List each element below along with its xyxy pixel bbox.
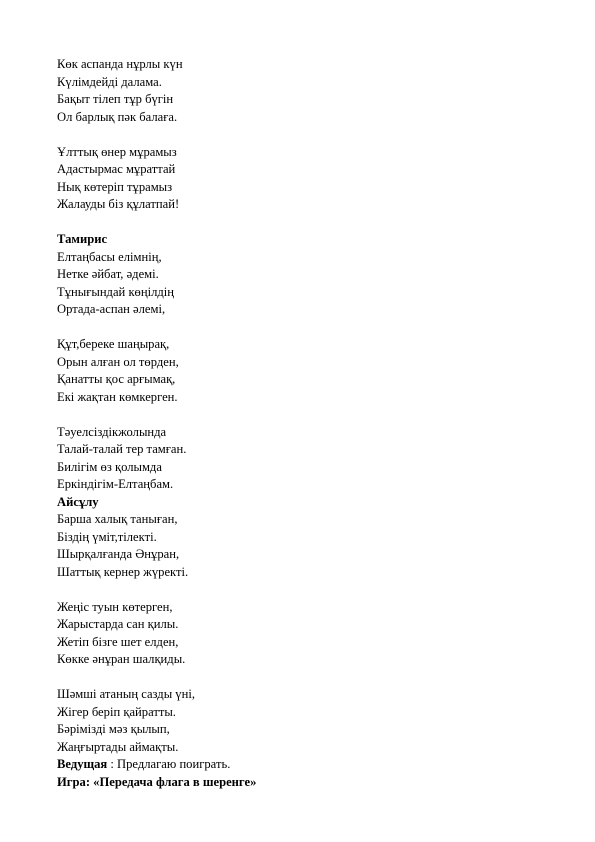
poem-line: Талай-талай тер тамған. bbox=[57, 442, 187, 456]
stanza-gap bbox=[57, 669, 557, 687]
poem-line: Құт,береке шаңырақ, bbox=[57, 337, 170, 351]
poem-line: Нық көтеріп тұрамыз bbox=[57, 179, 173, 194]
poem-line: Адастырмас мұраттай bbox=[57, 162, 176, 176]
host-line bbox=[57, 756, 557, 774]
poem-line: Барша халық таныған, bbox=[57, 512, 178, 526]
poem-line: Жарыстарда сан қилы. bbox=[57, 617, 179, 631]
poem-line: Шәмші атаның сазды үні, bbox=[57, 687, 195, 701]
stanza-gap bbox=[57, 214, 557, 232]
poem-line: Көкке әнұран шалқиды. bbox=[57, 652, 186, 666]
poem-line: Жетіп бізге шет елден, bbox=[57, 634, 179, 649]
poem-line: Ол барлық пәк балаға. bbox=[57, 109, 178, 124]
poem-line: Көк аспанда нұрлы күн bbox=[57, 57, 183, 71]
poem-line: Жеңіс туын көтерген, bbox=[57, 599, 173, 614]
poem-line: Билігім өз қолымда bbox=[57, 459, 162, 474]
poem-line: Бақыт тілеп тұр бүгін bbox=[57, 92, 174, 106]
poem-line: Екі жақтан көмкерген. bbox=[57, 389, 178, 404]
poem-line: Нетке әйбат, әдемі. bbox=[57, 267, 159, 281]
poem-line: Жалауды біз құлатпай! bbox=[57, 197, 180, 211]
document-page bbox=[57, 56, 557, 791]
poem-line: Шырқалғанда Әнұран, bbox=[57, 547, 180, 561]
poem-line: Орын алған ол төрден, bbox=[57, 354, 179, 369]
host-text: : Предлагаю поиграть. bbox=[107, 757, 231, 771]
poem-line: Жаңғыртады аймақты. bbox=[57, 739, 179, 754]
poem-line: Тұнығындай көңілдің bbox=[57, 284, 175, 299]
speaker-name: Айсұлу bbox=[57, 494, 99, 509]
poem-line: Ортада-аспан әлемі, bbox=[57, 302, 166, 316]
poem-line: Тәуелсіздікжолында bbox=[57, 424, 167, 439]
host-label: Ведущая bbox=[57, 757, 108, 771]
poem-line: Біздің үміт,тілекті. bbox=[57, 529, 157, 544]
stanza-gap bbox=[57, 406, 557, 424]
poem-line: Қанатты қос арғымақ, bbox=[57, 372, 176, 386]
game-title: Игра: «Передача флага в шеренге» bbox=[57, 774, 257, 789]
poem-line: Елтаңбасы елімнің, bbox=[57, 249, 162, 264]
poem-line: Ұлттық өнер мұрамыз bbox=[57, 144, 177, 159]
poem-line: Күлімдейді далама. bbox=[57, 74, 162, 89]
stanza-gap bbox=[57, 319, 557, 337]
poem-line: Жігер беріп қайратты. bbox=[57, 704, 176, 719]
poem-line: Бәрімізді мәз қылып, bbox=[57, 722, 170, 736]
stanza-gap bbox=[57, 126, 557, 144]
speaker-name: Тамирис bbox=[57, 232, 108, 246]
stanza-gap bbox=[57, 581, 557, 599]
poem-line: Шаттық кернер жүректі. bbox=[57, 564, 189, 579]
poem-line: Еркіндігім-Елтаңбам. bbox=[57, 477, 174, 491]
